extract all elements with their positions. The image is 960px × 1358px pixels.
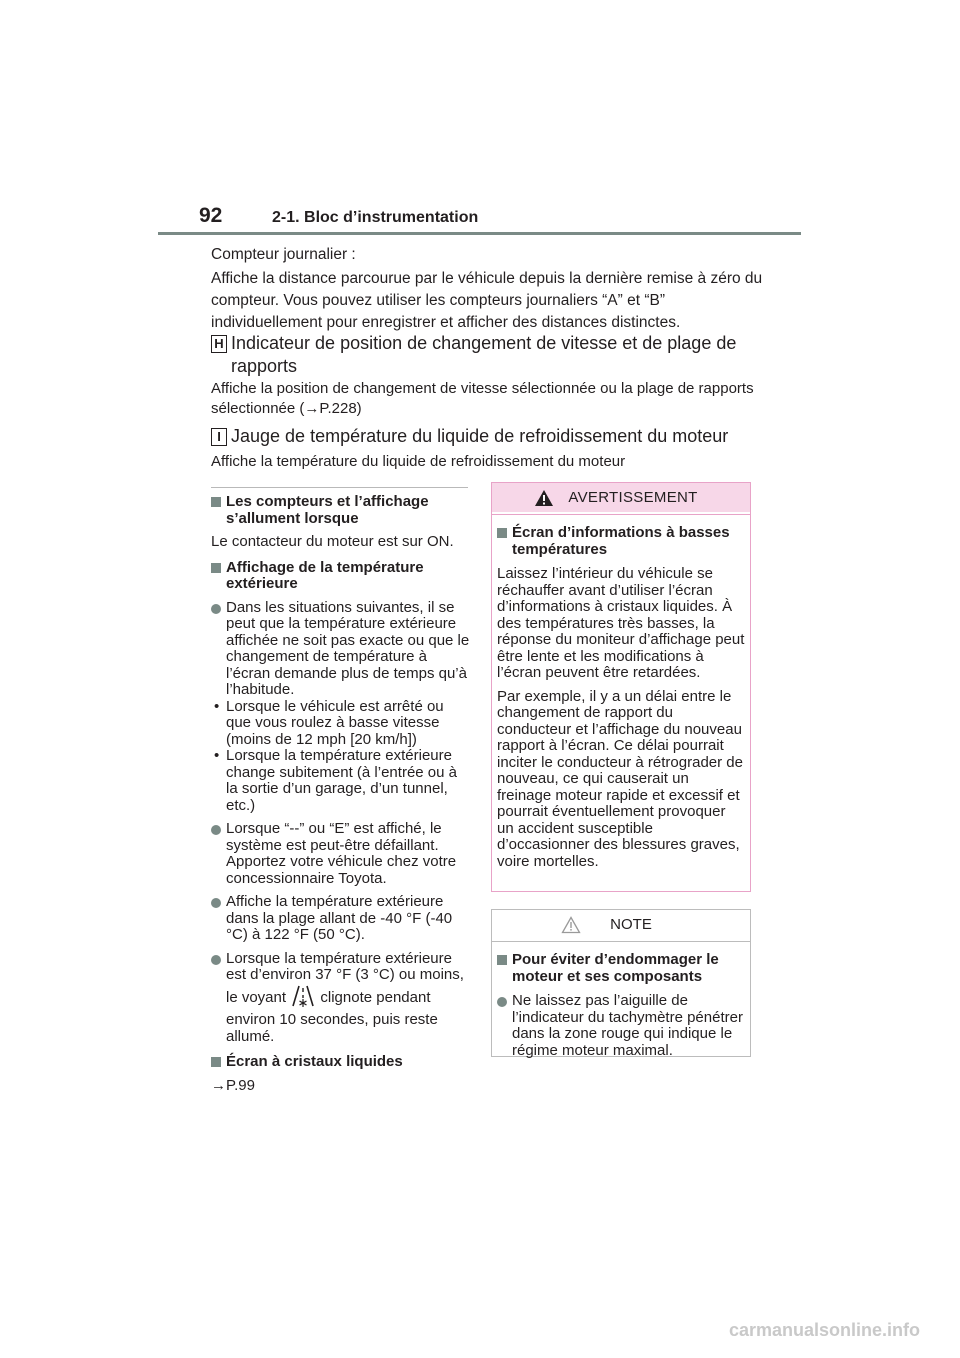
outside-temp-note-1: Dans les situations suivantes, il se peut que la température extérieure affichée ne soit pas exacte ou que le changement de température à l’écran demande plus de temps qu’à l’habitude. xyxy=(211,600,471,699)
note-header xyxy=(492,910,750,939)
displays-on-text: Le contacteur du moteur est sur ON. xyxy=(211,533,454,550)
circle-bullet-icon xyxy=(211,898,221,908)
item-i-description: Affiche la température du liquide de refroidissement du moteur xyxy=(211,453,626,470)
note-item: Ne laissez pas l’aiguille de l’indicateur du tachymètre pénétrer dans la zone rouge qui indique le régime moteur maximal. xyxy=(497,993,745,1059)
warning-body xyxy=(492,515,750,870)
situation-bullet-2: • Lorsque la température extérieure change subitement (à l’entrée ou à la sortie d’un garage, d’un tunnel, etc.) xyxy=(214,747,457,814)
warning-paragraph-1: Laissez l’intérieur du véhicule se réchauffer avant d’utiliser l’écran d’informations à cristaux liquides. À des températures très basses, la réponse du moniteur d’affichage peut être lente et les modifications à l’écran peuvent être retardées. xyxy=(497,565,745,681)
circle-bullet-icon xyxy=(211,825,221,835)
item-i-heading xyxy=(211,425,771,448)
intro-label: Compteur journalier : xyxy=(211,246,356,263)
intro-text: Affiche la distance parcourue par le véhicule depuis la dernière remise à zéro du compteur. Vous pouvez utiliser les compteurs journaliers “A” et “B” individuellement pour enregistrer et afficher des distances distinctes. xyxy=(211,270,763,331)
road-ice-warning-icon xyxy=(290,984,316,1013)
warning-heading: Écran d’informations à basses températures xyxy=(497,525,745,558)
note-heading: Pour éviter d’endommager le moteur et ses composants xyxy=(497,952,745,985)
lcd-page-reference: →P.99 xyxy=(211,1076,255,1094)
outside-temp-note-4: Lorsque la température extérieure est d’environ 37 °F (3 °C) ou moins, le voyant clignote pendant environ 10 secondes, puis reste allumé. xyxy=(211,951,471,1046)
letter-h-badge: H xyxy=(211,335,227,353)
item-h-title: Indicateur de position de changement de vitesse et de plage de rapports xyxy=(231,333,737,376)
header-rule xyxy=(158,232,801,235)
warning-box xyxy=(491,482,751,892)
page-number: 92 xyxy=(199,204,223,227)
section-title: 2-1. Bloc d’instrumentation xyxy=(272,209,479,226)
outside-temp-note-3: Affiche la température extérieure dans la plage allant de -40 °F (-40 °C) à 122 °F (50 °C). xyxy=(211,894,471,944)
item-h-heading xyxy=(211,332,771,378)
note-body xyxy=(492,942,750,1059)
warning-paragraph-2: Par exemple, il y a un délai entre le changement de rapport du conducteur et l’affichage du nouveau rapport à l’écran. Ce délai pourrait inciter le conducteur à rétrograder de nouveau, ce qui causerait un freinage moteur rapide et excessif et pourrait éventuellement provoquer un accident susceptible d’occasionner des blessures graves, voire mortelles. xyxy=(497,687,743,870)
heading-outside-temp: Affichage de la température extérieure xyxy=(211,560,471,593)
watermark-text: carmanualsonline.info xyxy=(728,1320,920,1340)
item-h-description: Affiche la position de changement de vitesse sélectionnée ou la plage de rapports sélectionnée (→P.228) xyxy=(211,380,754,417)
caution-triangle-icon xyxy=(561,915,581,944)
bullet-dot-icon: • xyxy=(214,697,220,715)
square-bullet-icon xyxy=(211,1057,221,1067)
left-column xyxy=(211,487,471,1094)
note-box xyxy=(491,909,751,1057)
warning-title: AVERTISSEMENT xyxy=(568,489,698,506)
outside-temp-note-2: Lorsque “--” ou “E” est affiché, le système est peut-être défaillant. Apportez votre véhicule chez votre concessionnaire Toyota. xyxy=(211,821,471,887)
situation-bullet-1: • Lorsque le véhicule est arrêté ou que vous roulez à basse vitesse (moins de 12 mph [20 km/h]) xyxy=(214,697,444,748)
square-bullet-icon xyxy=(211,563,221,573)
letter-i-badge: I xyxy=(211,428,227,446)
item-i-title: Jauge de température du liquide de refroidissement du moteur xyxy=(231,426,729,446)
intro-section xyxy=(211,244,771,336)
square-bullet-icon xyxy=(497,955,507,965)
square-bullet-icon xyxy=(497,528,507,538)
left-divider xyxy=(211,487,468,488)
circle-bullet-icon xyxy=(211,955,221,965)
circle-bullet-icon xyxy=(497,997,507,1007)
warning-header xyxy=(492,483,750,512)
note-title: NOTE xyxy=(610,916,652,933)
heading-lcd: Écran à cristaux liquides xyxy=(211,1054,471,1071)
square-bullet-icon xyxy=(211,497,221,507)
bullet-dot-icon: • xyxy=(214,747,220,764)
circle-bullet-icon xyxy=(211,604,221,614)
warning-triangle-icon xyxy=(534,488,554,517)
heading-displays-on: Les compteurs et l’affichage s’allument lorsque xyxy=(211,494,471,527)
